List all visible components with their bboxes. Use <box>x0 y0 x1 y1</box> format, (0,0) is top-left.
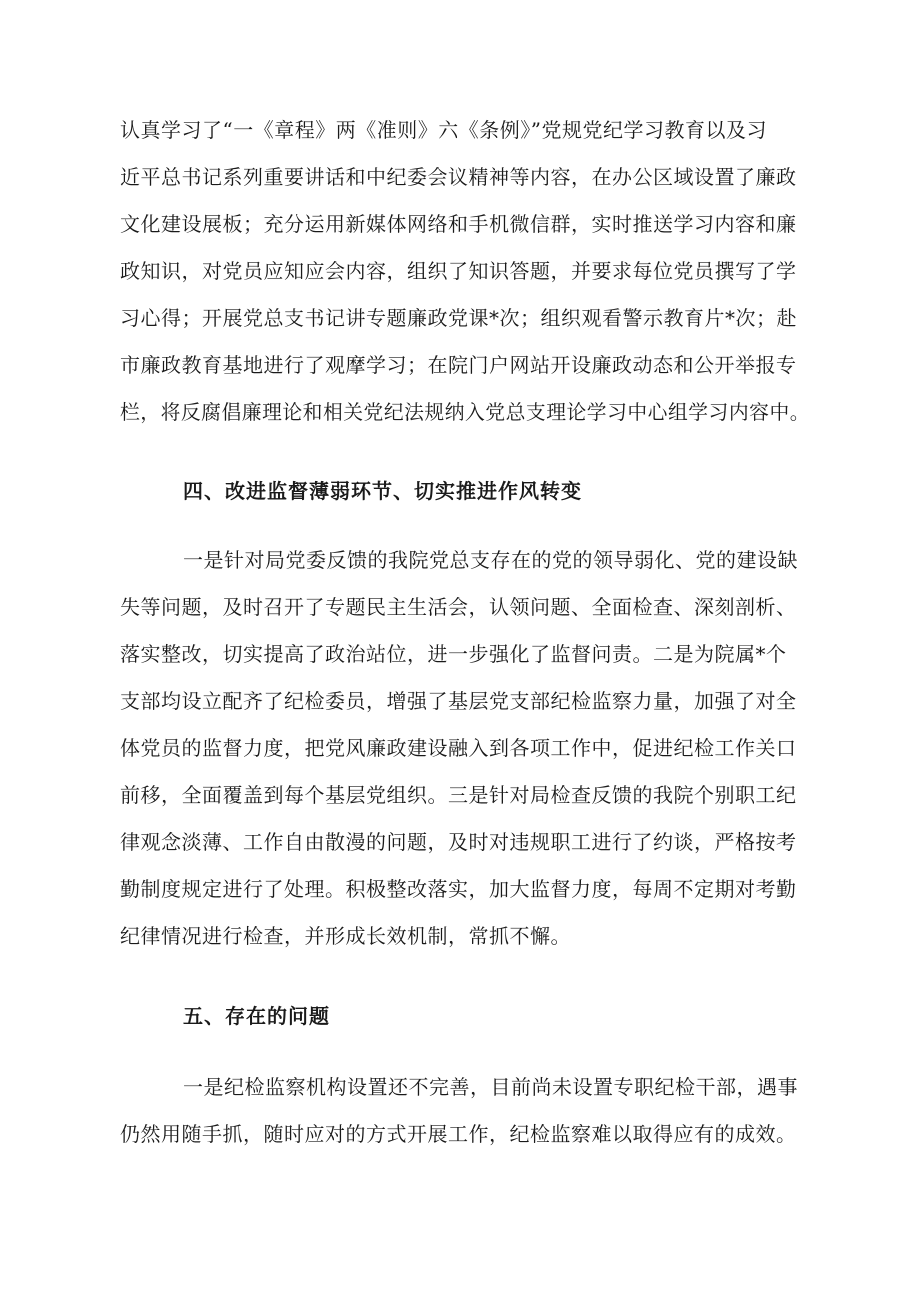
paragraph-line: 政知识，对党员应知应会内容，组织了知识答题，并要求每位党员撰写了学 <box>120 259 797 283</box>
paragraph-line: 近平总书记系列重要讲话和中纪委会议精神等内容，在办公区域设置了廉政 <box>120 165 797 189</box>
paragraph-line: 体党员的监督力度，把党风廉政建设融入到各项工作中，促进纪检工作关口 <box>120 736 797 760</box>
paragraph-line: 认真学习了“一《章程》两《准则》六《条例》”党规党纪学习教育以及习 <box>120 118 767 142</box>
paragraph-line: 一是针对局党委反馈的我院党总支存在的党的领导弱化、党的建设缺 <box>183 548 798 572</box>
paragraph-line: 勤制度规定进行了处理。积极整改落实，加大监督力度，每周不定期对考勤 <box>120 877 797 901</box>
paragraph-line: 栏，将反腐倡廉理论和相关党纪法规纳入党总支理论学习中心组学习内容中。 <box>120 400 811 424</box>
section-heading-5: 五、存在的问题 <box>183 1004 330 1028</box>
paragraph-line: 前移，全面覆盖到每个基层党组织。三是针对局检查反馈的我院个别职工纪 <box>120 783 797 807</box>
paragraph-line: 文化建设展板；充分运用新媒体网络和手机微信群，实时推送学习内容和廉 <box>120 212 797 236</box>
paragraph-line: 仍然用随手抓，随时应对的方式开展工作，纪检监察难以取得应有的成效。 <box>120 1122 797 1146</box>
paragraph-line: 律观念淡薄、工作自由散漫的问题，及时对违规职工进行了约谈，严格按考 <box>120 830 797 854</box>
paragraph-line: 纪律情况进行检查，并形成长效机制，常抓不懈。 <box>120 924 571 948</box>
paragraph-line: 一是纪检监察机构设置还不完善，目前尚未设置专职纪检干部，遇事 <box>183 1075 798 1099</box>
section-heading-4: 四、改进监督薄弱环节、切实推进作风转变 <box>183 479 582 503</box>
paragraph-line: 支部均设立配齐了纪检委员，增强了基层党支部纪检监察力量，加强了对全 <box>120 689 797 713</box>
paragraph-line: 落实整改，切实提高了政治站位，进一步强化了监督问责。二是为院属*个 <box>120 642 787 666</box>
paragraph-line: 习心得；开展党总支书记讲专题廉政党课*次；组织观看警示教育片*次；赴 <box>120 306 797 330</box>
paragraph-line: 市廉政教育基地进行了观摩学习；在院门户网站开设廉政动态和公开举报专 <box>120 353 797 377</box>
paragraph-line: 失等问题，及时召开了专题民主生活会，认领问题、全面检查、深刻剖析、 <box>120 595 797 619</box>
